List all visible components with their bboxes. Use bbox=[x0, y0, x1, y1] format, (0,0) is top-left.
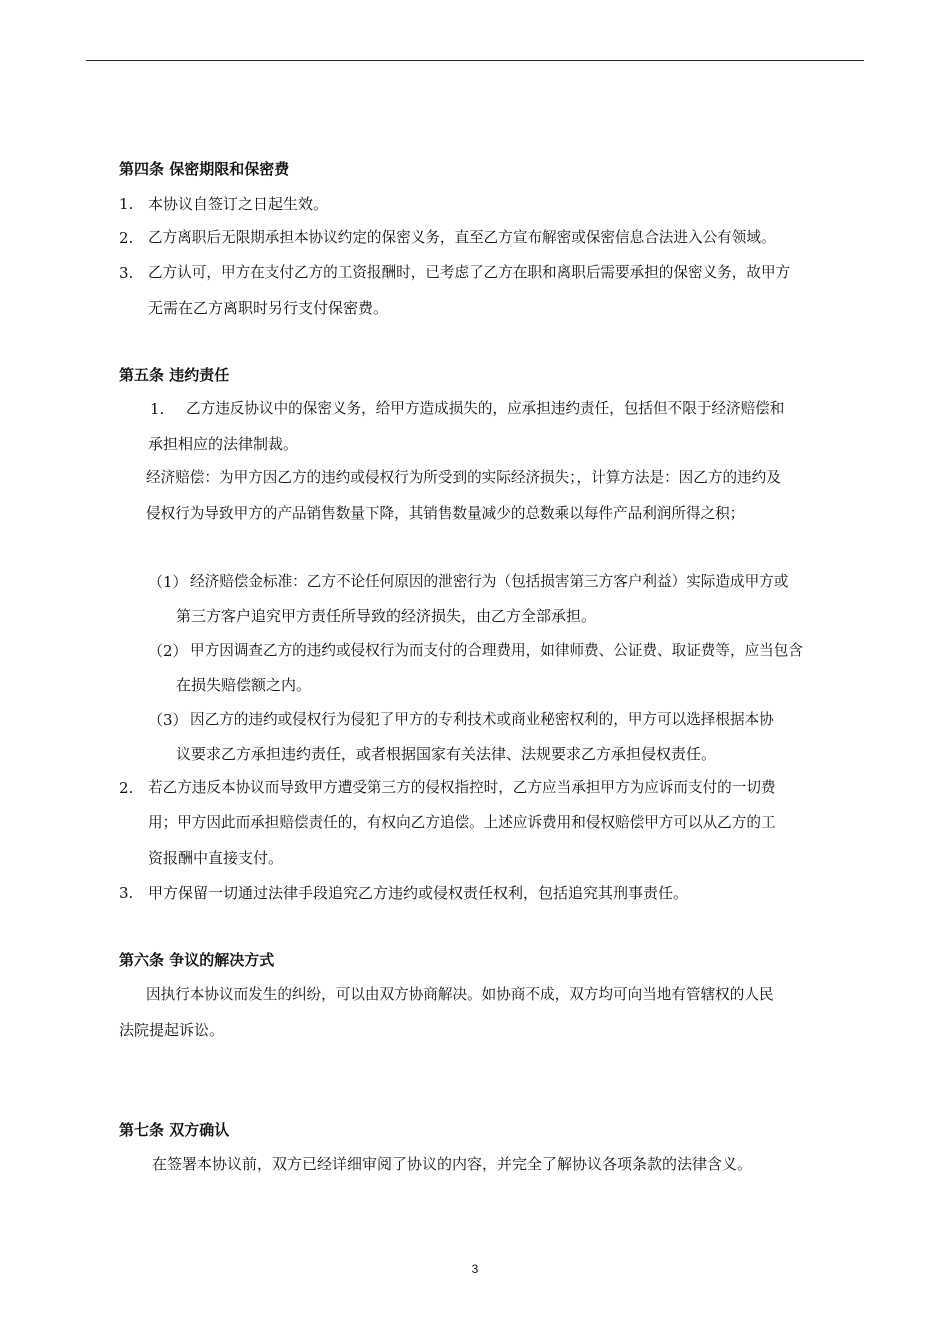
article-6-heading: 第六条 争议的解决方式 bbox=[119, 951, 275, 969]
paragraph: 在签署本协议前，双方已经详细审阅了协议的内容，并完全了解协议各项条款的法律含义。 bbox=[152, 1155, 753, 1173]
list-item: 若乙方违反本协议而导致甲方遭受第三方的侵权指控时，乙方应当承担甲方为应诉而支付的一切费 bbox=[148, 779, 776, 796]
sub-item-continuation: 在损失赔偿额之内。 bbox=[176, 676, 312, 694]
sub-item: 甲方因调查乙方的违约或侵权行为而支付的合理费用，如律师费、公证费、取证费等，应当包含 bbox=[190, 642, 803, 659]
list-item: 乙方认可，甲方在支付乙方的工资报酬时，已考虑了乙方在职和离职后需要承担的保密义务，故甲方 bbox=[148, 264, 791, 281]
sub-item: 经济赔偿金标准：乙方不论任何原因的泄密行为（包括损害第三方客户利益）实际造成甲方或 bbox=[190, 573, 789, 590]
article-5-heading: 第五条 违约责任 bbox=[119, 366, 230, 384]
list-number: 1. bbox=[150, 400, 165, 418]
list-item-continuation: 无需在乙方离职时另行支付保密费。 bbox=[148, 299, 389, 317]
article-4-heading: 第四条 保密期限和保密费 bbox=[119, 160, 290, 178]
list-number: 2. bbox=[119, 229, 134, 247]
list-number: 2. bbox=[119, 779, 134, 797]
sub-number: （3） bbox=[148, 711, 188, 729]
sub-number: （2） bbox=[148, 642, 188, 660]
list-item: 乙方离职后无限期承担本协议约定的保密义务，直至乙方宣布解密或保密信息合法进入公有领域。 bbox=[148, 229, 776, 246]
list-number: 3. bbox=[119, 264, 134, 282]
paragraph-continuation: 法院提起诉讼。 bbox=[119, 1021, 225, 1039]
list-item-continuation: 承担相应的法律制裁。 bbox=[148, 435, 299, 453]
list-item: 甲方保留一切通过法律手段追究乙方违约或侵权责任权利，包括追究其刑事责任。 bbox=[148, 884, 689, 902]
header-rule bbox=[86, 60, 864, 61]
list-number: 1. bbox=[119, 195, 134, 213]
paragraph: 因执行本协议而发生的纠纷，可以由双方协商解决。如协商不成，双方均可向当地有管辖权的人民 bbox=[146, 986, 774, 1003]
sub-item: 因乙方的违约或侵权行为侵犯了甲方的专利技术或商业秘密权利的，甲方可以选择根据本协 bbox=[190, 711, 774, 728]
sub-number: （1） bbox=[148, 573, 188, 591]
article-7-heading: 第七条 双方确认 bbox=[119, 1121, 230, 1139]
list-item: 乙方违反协议中的保密义务，给甲方造成损失的，应承担违约责任，包括但不限于经济赔偿和 bbox=[186, 400, 785, 417]
list-item-continuation: 资报酬中直接支付。 bbox=[148, 849, 284, 867]
list-number: 3. bbox=[119, 884, 134, 902]
list-item-continuation: 用；甲方因此而承担赔偿责任的，有权向乙方追偿。上述应诉费用和侵权赔偿甲方可以从乙方的工 bbox=[148, 814, 776, 831]
compensation-paragraph: 侵权行为导致甲方的产品销售数量下降，其销售数量减少的总数乘以每件产品利润所得之积； bbox=[146, 505, 745, 522]
list-item: 本协议自签订之日起生效。 bbox=[148, 195, 329, 213]
sub-item-continuation: 议要求乙方承担违约责任，或者根据国家有关法律、法规要求乙方承担侵权责任。 bbox=[176, 745, 717, 763]
page-number: 3 bbox=[471, 1262, 479, 1276]
sub-item-continuation: 第三方客户追究甲方责任所导致的经济损失，由乙方全部承担。 bbox=[176, 607, 597, 625]
compensation-paragraph: 经济赔偿：为甲方因乙方的违约或侵权行为所受到的实际经济损失；，计算方法是：因乙方的违约及 bbox=[146, 469, 781, 486]
